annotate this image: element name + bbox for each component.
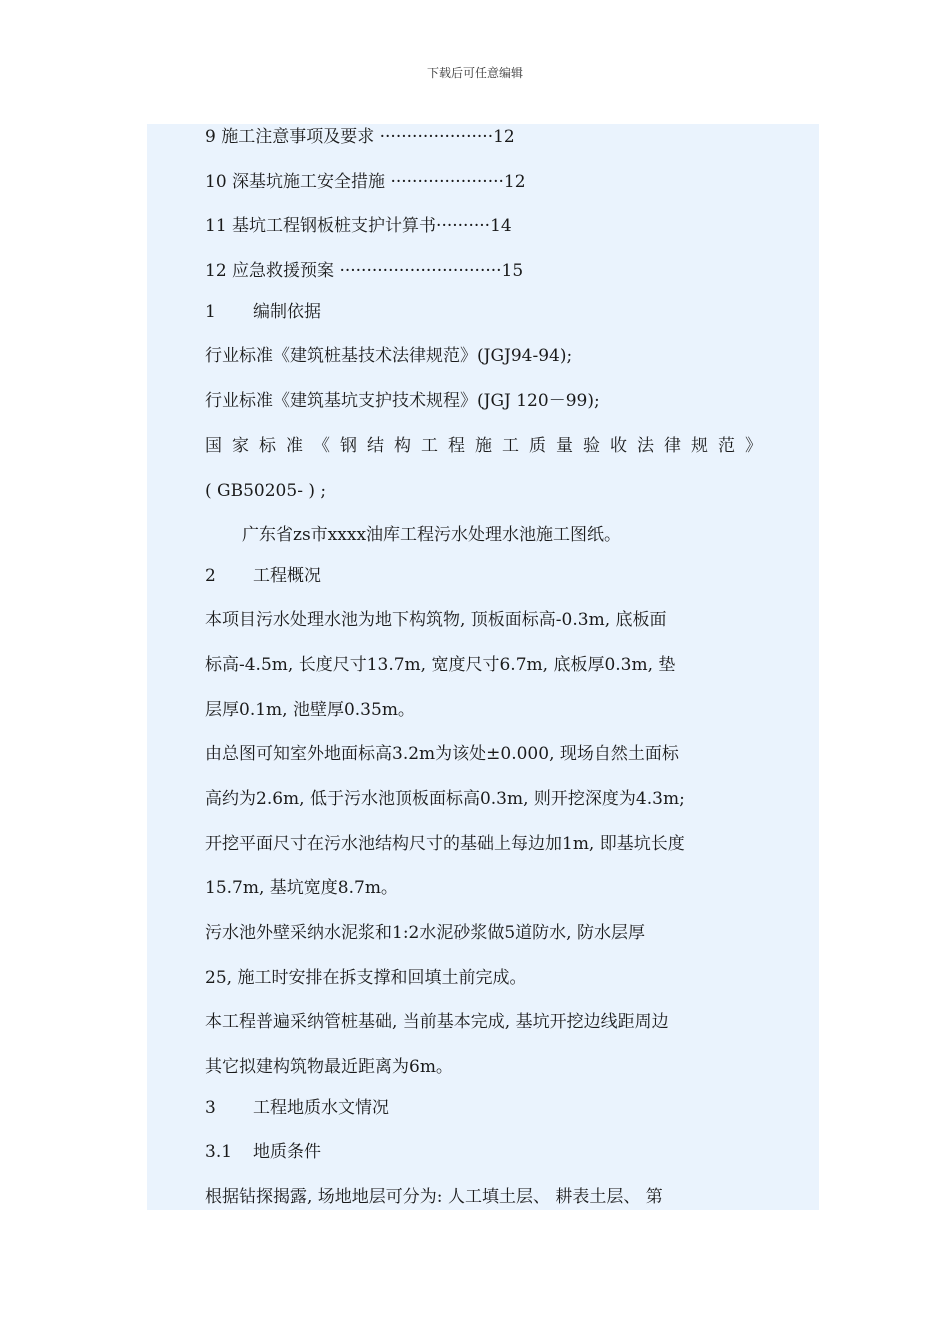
section-title: 工程概况 — [253, 566, 321, 586]
subsection-title: 地质条件 — [253, 1142, 321, 1162]
paragraph-line: 层厚0.1m, 池壁厚0.35m。 — [205, 700, 415, 720]
section-number: 1 — [205, 302, 216, 322]
paragraph-line: 其它拟建构筑物最近距离为6m。 — [205, 1057, 453, 1077]
paragraph-line: 污水池外壁采纳水泥浆和1:2水泥砂浆做5道防水, 防水层厚 — [205, 923, 645, 943]
section-title: 编制依据 — [253, 302, 321, 322]
paragraph-line: 行业标准《建筑桩基技术法律规范》(JGJ94-94); — [205, 346, 573, 366]
paragraph-line: 国家标准《钢结构工程施工质量验收法律规范》 — [205, 436, 772, 456]
page-header: 下载后可任意编辑 — [426, 66, 523, 80]
section-title: 工程地质水文情况 — [253, 1098, 389, 1118]
paragraph-line: 本项目污水处理水池为地下构筑物, 顶板面标高-0.3m, 底板面 — [205, 610, 667, 630]
paragraph-line: ( GB50205- ) ; — [205, 481, 327, 501]
subsection-heading-3-1 — [205, 1140, 321, 1164]
section-heading-3 — [205, 1096, 389, 1120]
paragraph-line: 25, 施工时安排在拆支撑和回填土前完成。 — [205, 968, 527, 988]
paragraph-line: 由总图可知室外地面标高3.2m为该处±0.000, 现场自然土面标 — [205, 744, 679, 764]
paragraph-line: 根据钻探揭露, 场地地层可分为: 人工填土层、 耕表土层、 第 — [205, 1187, 663, 1207]
paragraph-line: 广东省zs市xxxx油库工程污水处理水池施工图纸。 — [242, 525, 622, 545]
paragraph-line: 行业标准《建筑基坑支护技术规程》(JGJ 120－99); — [205, 391, 600, 411]
paragraph-line: 本工程普遍采纳管桩基础, 当前基本完成, 基坑开挖边线距周边 — [205, 1012, 669, 1032]
toc-item: 9 施工注意事项及要求 ·····················12 — [205, 127, 515, 147]
subsection-number: 3.1 — [205, 1142, 233, 1162]
section-heading-2 — [205, 564, 321, 588]
paragraph-line: 开挖平面尺寸在污水池结构尺寸的基础上每边加1m, 即基坑长度 — [205, 834, 685, 854]
section-number: 3 — [205, 1098, 216, 1118]
section-number: 2 — [205, 566, 216, 586]
toc-item: 10 深基坑施工安全措施 ·····················12 — [205, 172, 526, 192]
paragraph-line: 标高-4.5m, 长度尺寸13.7m, 宽度尺寸6.7m, 底板厚0.3m, 垫 — [205, 655, 676, 675]
section-heading-1 — [205, 300, 321, 324]
toc-item: 12 应急救援预案 ······························15 — [205, 261, 524, 281]
toc-item: 11 基坑工程钢板桩支护计算书··········14 — [205, 216, 512, 236]
paragraph-line: 高约为2.6m, 低于污水池顶板面标高0.3m, 则开挖深度为4.3m; — [205, 789, 685, 809]
paragraph-line: 15.7m, 基坑宽度8.7m。 — [205, 878, 398, 898]
